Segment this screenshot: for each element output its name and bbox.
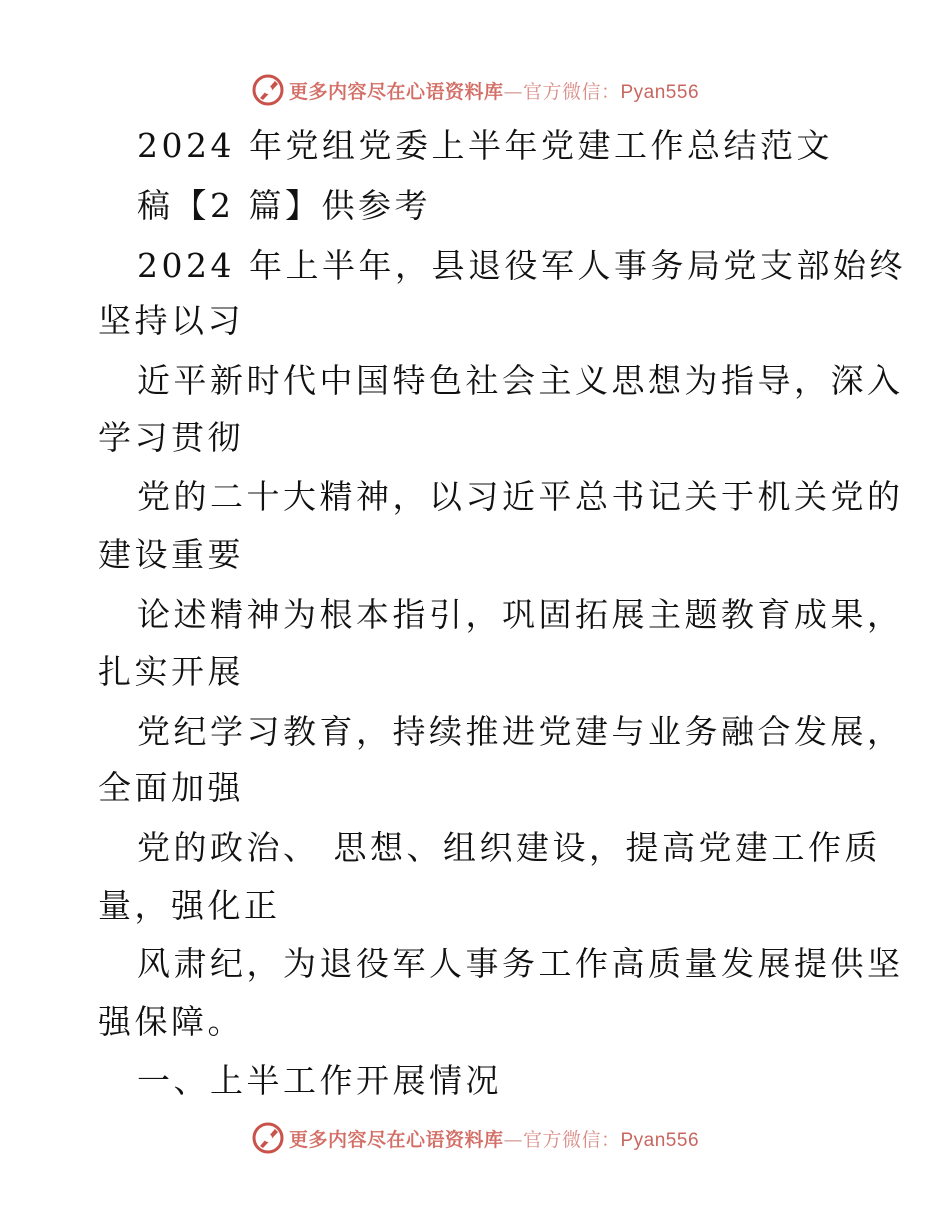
paragraph-line: 全面加强 [98, 768, 244, 807]
watermark-contact-label: 官方微信： [522, 80, 621, 103]
section-heading: 一、上半工作开展情况 [137, 1061, 502, 1100]
paragraph-line: 风肃纪，为退役军人事务工作高质量发展提供坚 [137, 944, 904, 983]
paragraph-line: 党的政治、 思想、组织建设，提高党建工作质 [137, 828, 881, 867]
watermark-separator: — [503, 80, 523, 103]
watermark-separator: — [503, 1128, 523, 1151]
paragraph-line: 学习贯彻 [98, 418, 244, 457]
paragraph-line: 近平新时代中国特色社会主义思想为指导，深入 [137, 361, 904, 400]
doc-title-line-2: 稿【2 篇】供参考 [137, 186, 431, 225]
paragraph-line: 论述精神为根本指引，巩固拓展主题教育成果， [137, 595, 904, 634]
paragraph-line: 党纪学习教育，持续推进党建与业务融合发展， [137, 712, 904, 751]
paragraph-line: 强保障。 [98, 1002, 244, 1041]
watermark-header [0, 70, 950, 110]
brand-logo-icon [251, 73, 285, 107]
paragraph-line: 坚持以习 [98, 301, 244, 340]
paragraph-line: 量，强化正 [98, 886, 281, 925]
paragraph-line: 建设重要 [98, 535, 244, 574]
brand-logo-icon [251, 1121, 285, 1155]
watermark-brand: 更多内容尽在心语资料库 [288, 80, 504, 103]
paragraph-line: 2024 年上半年，县退役军人事务局党支部始终 [137, 246, 906, 285]
watermark-text [289, 1125, 699, 1152]
watermark-contact-id: Pyan556 [620, 1129, 700, 1151]
paragraph-line: 党的二十大精神，以习近平总书记关于机关党的 [137, 477, 904, 516]
watermark-brand: 更多内容尽在心语资料库 [288, 1128, 504, 1151]
watermark-text [289, 77, 699, 104]
watermark-footer [0, 1118, 950, 1158]
watermark-contact-label: 官方微信： [522, 1128, 621, 1151]
paragraph-line: 扎实开展 [98, 652, 244, 691]
doc-title-line-1: 2024 年党组党委上半年党建工作总结范文 [137, 126, 833, 165]
watermark-contact-id: Pyan556 [620, 81, 700, 103]
